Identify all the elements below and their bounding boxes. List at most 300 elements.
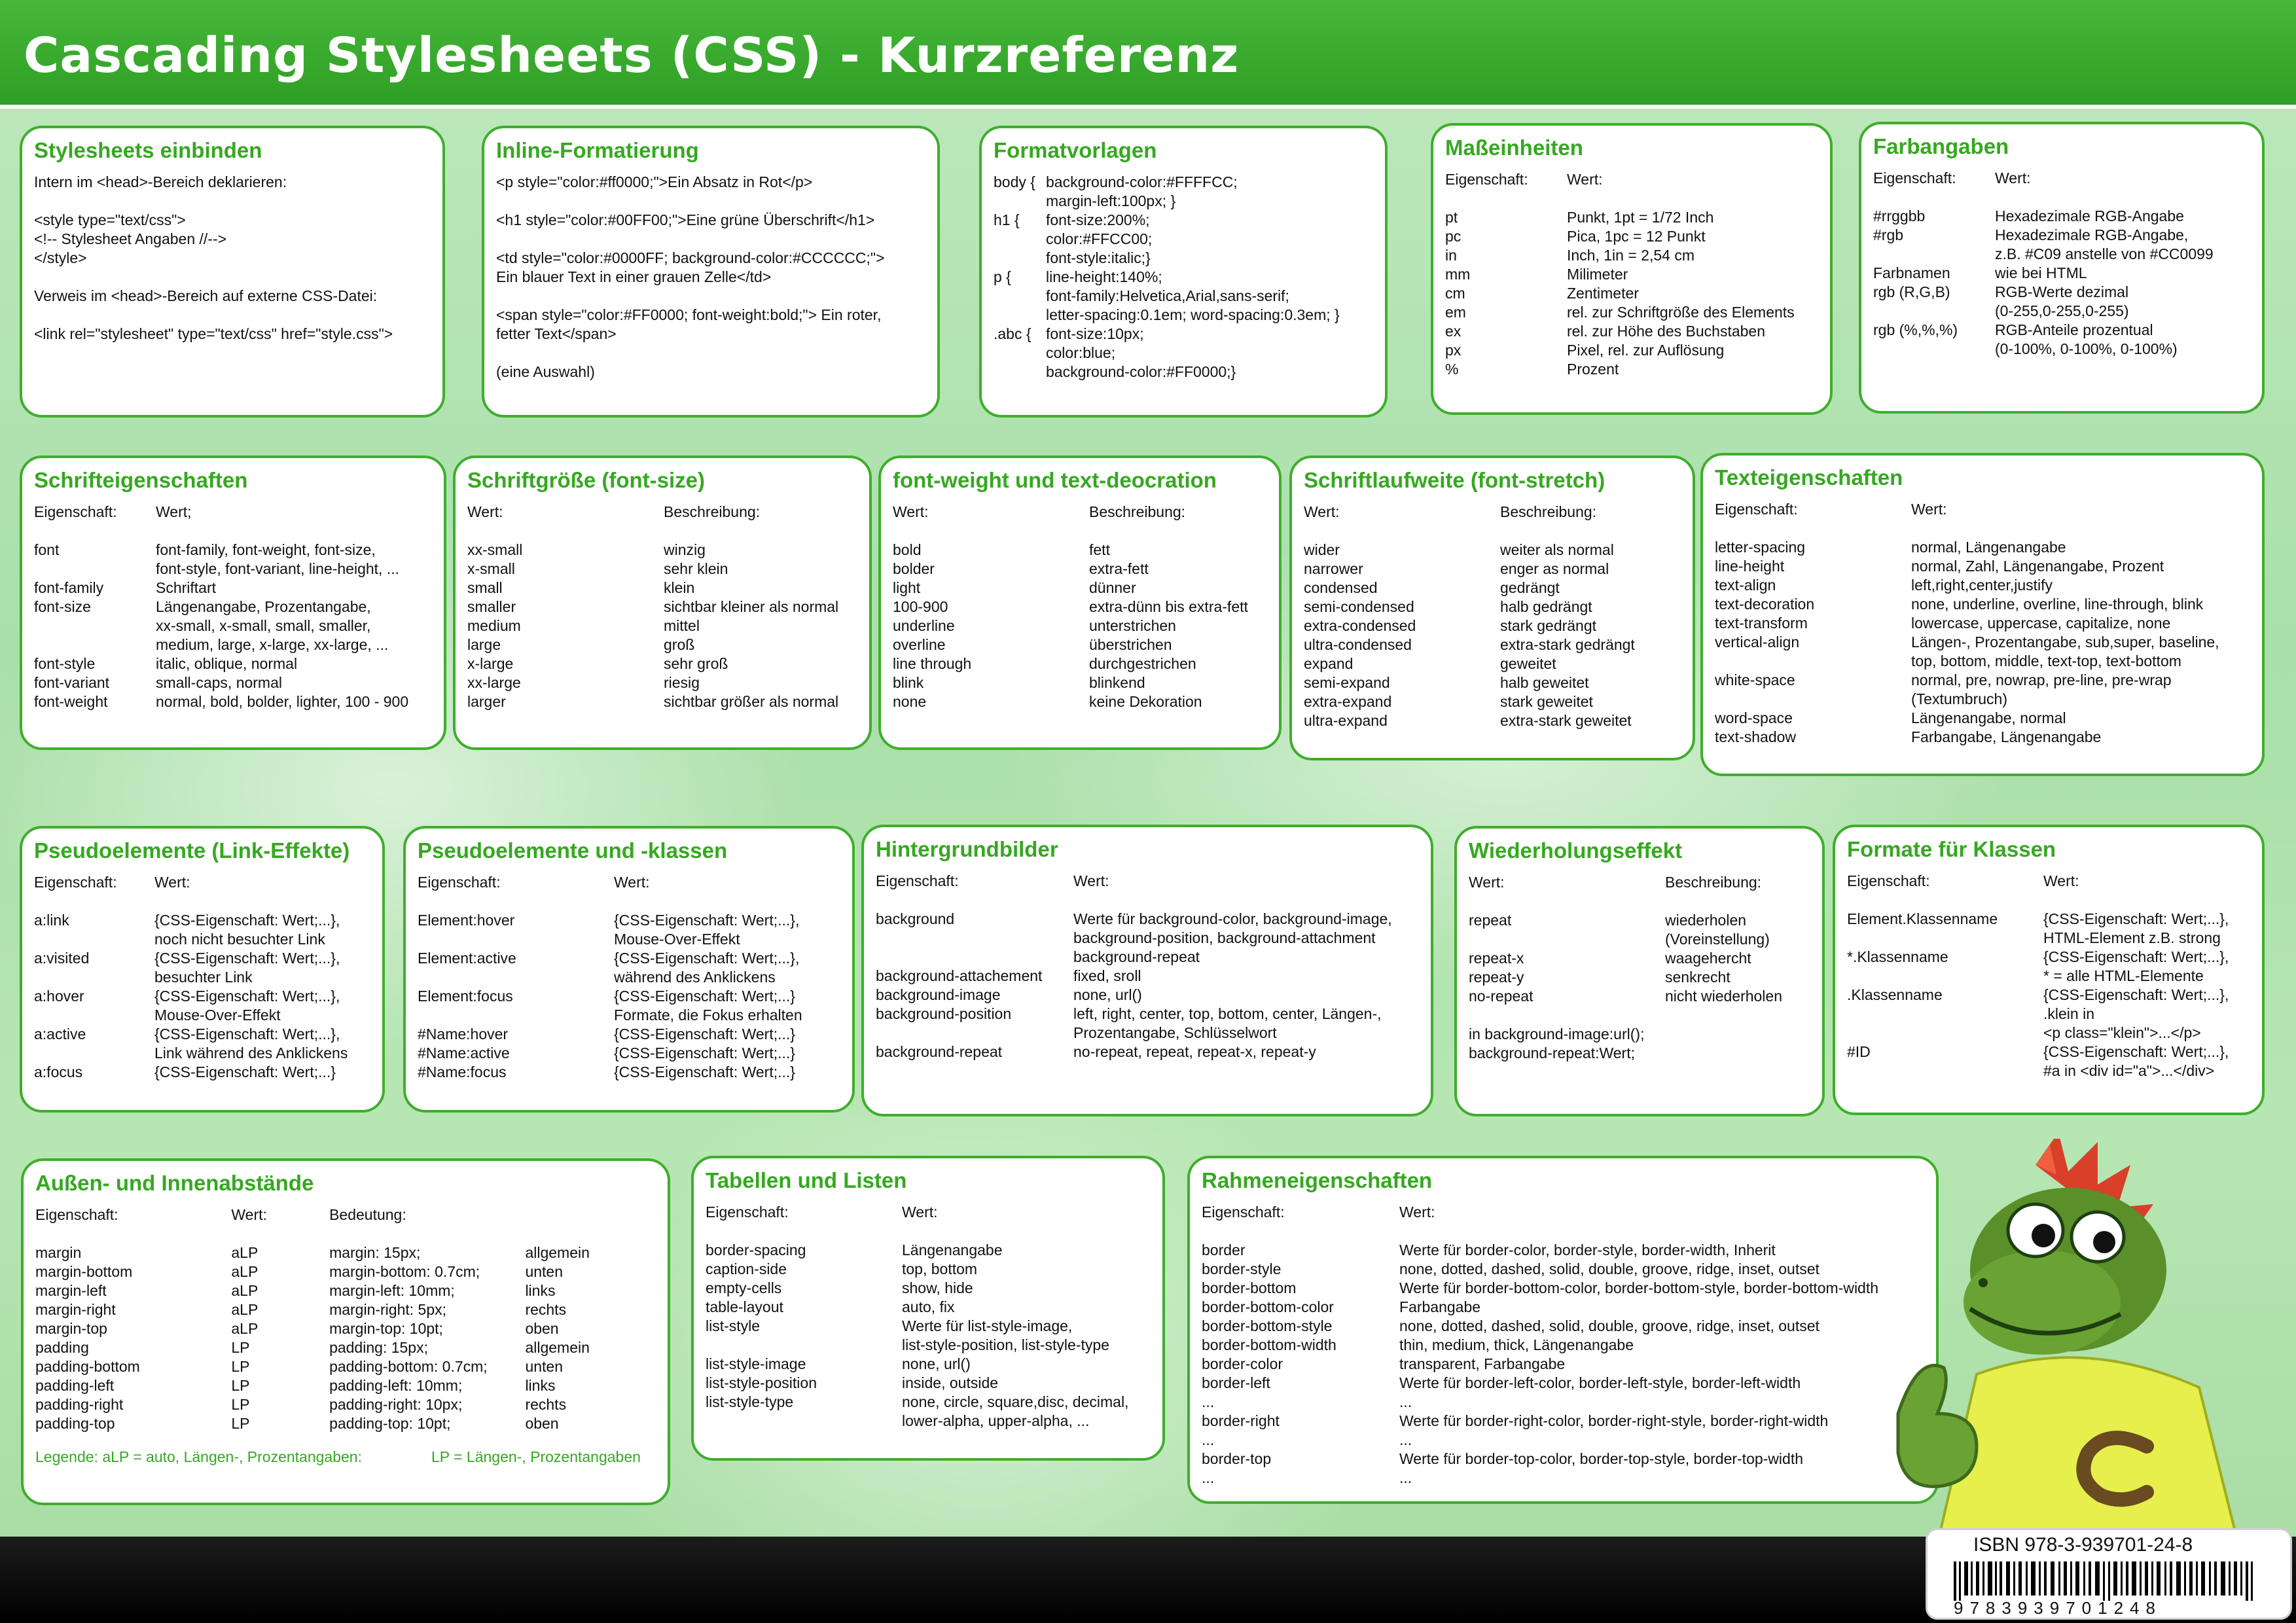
cell: background-position <box>876 1005 1012 1022</box>
cell <box>34 616 156 635</box>
table-row <box>1873 264 2250 283</box>
cell <box>994 230 1046 249</box>
box-farbangaben <box>1859 122 2265 414</box>
cell: Farbangabe <box>1399 1298 1481 1315</box>
table-row <box>994 211 1373 230</box>
table-row <box>1469 911 1810 930</box>
table-row <box>467 673 857 692</box>
box-masseinheiten <box>1431 123 1833 415</box>
table-row <box>1202 1298 1924 1317</box>
cell: LP <box>231 1377 250 1394</box>
cell: a:hover <box>34 988 84 1005</box>
cell: Inch, 1in = 2,54 cm <box>1567 247 1695 264</box>
cell: Farbnamen <box>1873 264 1950 281</box>
table-row <box>1873 207 2250 226</box>
cell: font-size:200%; <box>1046 211 1150 228</box>
cell: Punkt, 1pt = 1/72 Inch <box>1567 209 1714 226</box>
cell: show, hide <box>902 1279 973 1296</box>
table-row <box>34 635 432 654</box>
cell: Längenangabe, normal <box>1911 709 2066 726</box>
cell: Werte für list-style-image, <box>902 1317 1073 1334</box>
cell: .Klassenname <box>1847 986 1943 1003</box>
header-cell: Beschreibung: <box>1089 503 1186 520</box>
cell: border-left <box>1202 1374 1270 1391</box>
table-row <box>1202 1355 1924 1374</box>
cell: Farbangabe, Längenangabe <box>1911 728 2102 745</box>
cell: lowercase, uppercase, capitalize, none <box>1911 615 2171 632</box>
cell <box>34 635 156 654</box>
table-row <box>35 1376 656 1395</box>
cell: padding-right: 10px; <box>329 1396 463 1413</box>
cell: mm <box>1445 266 1471 283</box>
header-cell: Beschreibung: <box>664 503 761 520</box>
table-row <box>994 325 1373 344</box>
cell: aLP <box>231 1263 259 1280</box>
cell: * = alle HTML-Elemente <box>2043 967 2204 984</box>
table-row <box>876 986 1419 1005</box>
table-row <box>35 1357 656 1376</box>
cell: Zentimeter <box>1567 285 1639 302</box>
cell: unterstrichen <box>1089 617 1176 634</box>
cell: sehr groß <box>664 655 728 672</box>
header-cell: Wert: <box>231 1206 267 1223</box>
cell: gedrängt <box>1500 579 1560 596</box>
header-cell <box>525 1205 656 1224</box>
box-title: Formatvorlagen <box>994 138 1157 162</box>
cell: {CSS-Eigenschaft: Wert;...}, <box>2043 910 2229 927</box>
box-rahmeneigenschaften <box>1187 1156 1939 1504</box>
header-cell: Wert: <box>467 503 503 520</box>
cell: repeat-y <box>1469 969 1524 986</box>
cell: a:active <box>34 1026 86 1043</box>
cell: table-layout <box>706 1298 783 1315</box>
table-row <box>994 268 1373 287</box>
box-title: Farbangaben <box>1873 134 2009 158</box>
cell: LP <box>231 1396 250 1413</box>
cell: Werte für background-color, background-image, <box>1073 910 1392 927</box>
table-row <box>1445 208 1818 227</box>
cell: list-style-type <box>706 1393 794 1410</box>
header-cell: Wert: <box>1995 169 2031 187</box>
cell: 100-900 <box>893 598 948 615</box>
cell: background <box>876 910 955 927</box>
cell: body { <box>994 173 1035 190</box>
spacer <box>706 1222 1151 1241</box>
cell: senkrecht <box>1665 969 1731 986</box>
cell: enger as normal <box>1500 560 1609 577</box>
cell: klein <box>664 579 695 596</box>
table-row <box>893 541 1267 560</box>
table-row <box>706 1336 1151 1355</box>
page-title: Cascading Stylesheets (CSS) - Kurzreferenz <box>24 27 1240 84</box>
spacer <box>34 522 432 541</box>
cell: Schriftart <box>156 579 217 596</box>
cell: semi-condensed <box>1304 598 1414 615</box>
table-row <box>35 1338 656 1357</box>
table-row <box>34 987 370 1006</box>
table-row <box>34 930 370 949</box>
box-title: font-weight und text-deocration <box>893 468 1217 492</box>
cell: border-right <box>1202 1412 1280 1429</box>
cell: letter-spacing:0.1em; word-spacing:0.3em; } <box>1046 306 1340 323</box>
table-header <box>706 1203 1151 1222</box>
table-row <box>34 1044 370 1063</box>
cell <box>1847 929 2043 948</box>
cell: a:focus <box>34 1063 83 1080</box>
cell: #rrggbb <box>1873 207 1926 224</box>
cell <box>876 948 1073 967</box>
cell <box>1715 690 1911 709</box>
text-line: <span style="color:#FF0000; font-weight:bold;"> Ein roter, <box>496 306 882 323</box>
table-row <box>1304 579 1681 597</box>
table-row <box>994 287 1373 306</box>
cell: margin: 15px; <box>329 1244 421 1261</box>
table-row <box>34 949 370 968</box>
cell: LP <box>231 1358 250 1375</box>
table-row <box>1873 283 2250 302</box>
cell: ultra-expand <box>1304 712 1388 729</box>
cell: sehr klein <box>664 560 728 577</box>
box-body <box>496 173 925 382</box>
table-row <box>35 1243 656 1262</box>
table-row <box>34 597 432 616</box>
cell: *.Klassenname <box>1847 948 1948 965</box>
table-row <box>467 597 857 616</box>
cell: pc <box>1445 228 1462 245</box>
cell: font-variant <box>34 674 110 691</box>
box-title: Maßeinheiten <box>1445 135 1583 160</box>
table-row <box>34 541 432 560</box>
header-cell: Eigenschaft: <box>706 1204 789 1221</box>
cell <box>876 1024 1073 1043</box>
cell: no-repeat <box>1469 988 1534 1005</box>
table-row <box>1202 1374 1924 1393</box>
cell: noch nicht besuchter Link <box>154 931 325 948</box>
spacer <box>1847 891 2250 910</box>
table-row <box>467 579 857 597</box>
cell: {CSS-Eigenschaft: Wert;...}, <box>2043 948 2229 965</box>
table-row <box>35 1281 656 1300</box>
cell: ... <box>1399 1469 1412 1486</box>
cell <box>1873 302 1995 321</box>
table-row <box>1202 1431 1924 1450</box>
table-row <box>1202 1393 1924 1412</box>
table-row <box>467 541 857 560</box>
cell: wiederholen <box>1665 912 1747 929</box>
table-row <box>1873 302 2250 321</box>
cell: condensed <box>1304 579 1378 596</box>
text-line: </style> <box>34 249 87 266</box>
cell: LP <box>231 1415 250 1432</box>
text-line <box>496 344 925 363</box>
cell: semi-expand <box>1304 674 1390 691</box>
table-row <box>1445 246 1818 265</box>
isbn-text: ISBN 978-3-939701-24-8 <box>1973 1534 2193 1556</box>
cell: Element.Klassenname <box>1847 910 1998 927</box>
cell: list-style-position <box>706 1374 817 1391</box>
cell: background-image <box>876 986 1001 1003</box>
table-row <box>706 1241 1151 1260</box>
table-row <box>1847 967 2250 986</box>
cell: a:link <box>34 912 69 929</box>
cell: {CSS-Eigenschaft: Wert;...}, <box>154 988 340 1005</box>
table-row <box>418 911 840 930</box>
cell: font-size <box>34 598 91 615</box>
table-row <box>1469 987 1810 1006</box>
cell: in <box>1445 247 1457 264</box>
table-row <box>876 929 1419 948</box>
table-row <box>876 1024 1419 1043</box>
box-formatvorlagen <box>979 126 1388 418</box>
table-row <box>418 1025 840 1044</box>
table-row <box>34 579 432 597</box>
table-row <box>1847 1005 2250 1024</box>
cell: Element:hover <box>418 912 515 929</box>
box-title: Pseudoelemente (Link-Effekte) <box>34 838 350 863</box>
cell <box>1847 1005 2043 1024</box>
table-row <box>706 1279 1151 1298</box>
cell: allgemein <box>525 1339 590 1356</box>
cell: Prozentangabe, Schlüsselwort <box>1073 1024 1277 1041</box>
table-row <box>1445 265 1818 284</box>
table-row <box>1304 541 1681 560</box>
cell: expand <box>1304 655 1354 672</box>
box-title: Schriftlaufweite (font-stretch) <box>1304 468 1605 492</box>
table-row <box>893 635 1267 654</box>
table-row <box>706 1393 1151 1412</box>
cell <box>34 930 154 949</box>
table-row <box>1715 595 2250 614</box>
cell: large <box>467 636 501 653</box>
cell: margin-top <box>35 1320 107 1337</box>
cell: padding-top: 10pt; <box>329 1415 451 1432</box>
cell: aLP <box>231 1320 259 1337</box>
table-row <box>418 987 840 1006</box>
table-row <box>467 635 857 654</box>
cell: <p class="klein">...</p> <box>2043 1024 2201 1041</box>
cell: thin, medium, thick, Längenangabe <box>1399 1336 1634 1353</box>
spacer <box>34 892 370 911</box>
cell: word-space <box>1715 709 1793 726</box>
cell: a:visited <box>34 950 90 967</box>
box-title: Tabellen und Listen <box>706 1168 907 1192</box>
table-row <box>34 654 432 673</box>
cell: smaller <box>467 598 516 615</box>
cell: {CSS-Eigenschaft: Wert;...} <box>614 988 795 1005</box>
cell: left,right,center,justify <box>1911 577 2053 594</box>
cell: ... <box>1202 1469 1215 1486</box>
cell: {CSS-Eigenschaft: Wert;...}, <box>614 912 800 929</box>
legend-alp: Legende: aLP = auto, Längen-, Prozentangaben: <box>35 1448 362 1465</box>
barcode-digits: 9783939701248 <box>1954 1598 2162 1618</box>
cell: Längen-, Prozentangabe, sub,super, baseline, <box>1911 633 2219 651</box>
cell: Pixel, rel. zur Auflösung <box>1567 342 1725 359</box>
box-schriftgroesse <box>453 455 872 750</box>
cell: font-style, font-variant, line-height, ... <box>156 560 400 577</box>
cell: border-top <box>1202 1450 1272 1467</box>
header-cell: Wert: <box>902 1204 938 1221</box>
header-cell: Eigenschaft: <box>35 1206 118 1223</box>
cell: color:blue; <box>1046 344 1116 361</box>
table-row <box>1715 633 2250 652</box>
cell: padding-bottom: 0.7cm; <box>329 1358 488 1375</box>
cell: Element:focus <box>418 988 513 1005</box>
text-line: fetter Text</span> <box>496 325 617 342</box>
cell: Prozent <box>1567 361 1619 378</box>
table-header <box>1445 170 1818 189</box>
cell: font-size:10px; <box>1046 325 1144 342</box>
cell: Milimeter <box>1567 266 1628 283</box>
cell: margin-bottom <box>35 1263 133 1280</box>
header-cell: Eigenschaft: <box>1847 872 1930 889</box>
table-row <box>35 1300 656 1319</box>
cell: weiter als normal <box>1500 541 1614 558</box>
cell: ultra-condensed <box>1304 636 1412 653</box>
cell: Werte für border-top-color, border-top-style, border-top-width <box>1399 1450 1804 1467</box>
cell: list-style-position, list-style-type <box>902 1336 1109 1353</box>
cell: extra-expand <box>1304 693 1392 710</box>
cell: bold <box>893 541 922 558</box>
cell: rel. zur Höhe des Buchstaben <box>1567 323 1766 340</box>
table-row <box>1445 284 1818 303</box>
cell: none, url() <box>1073 986 1142 1003</box>
cell: extra-fett <box>1089 560 1149 577</box>
cell <box>1847 967 2043 986</box>
cell: em <box>1445 304 1466 321</box>
header-cell: Eigenschaft: <box>1873 169 1956 187</box>
cell: oben <box>525 1415 559 1432</box>
cell: repeat <box>1469 912 1512 929</box>
cell: list-style <box>706 1317 761 1334</box>
cell: ... <box>1399 1393 1412 1410</box>
table-header <box>1715 500 2250 519</box>
table-row <box>34 692 432 711</box>
table-row <box>34 673 432 692</box>
cell <box>994 344 1046 363</box>
table-header <box>34 873 370 892</box>
text-line: Intern im <head>-Bereich deklarieren: <box>34 173 287 190</box>
cell: fett <box>1089 541 1110 558</box>
header-cell: Wert: <box>1911 501 1947 518</box>
table-row <box>1304 616 1681 635</box>
cell <box>994 306 1046 325</box>
box-title: Rahmeneigenschaften <box>1202 1168 1433 1192</box>
header-cell: Eigenschaft: <box>418 874 501 891</box>
cell: links <box>525 1377 556 1394</box>
table-row <box>34 560 432 579</box>
cell: margin-right <box>35 1301 116 1318</box>
cell: (Textumbruch) <box>1911 690 2007 707</box>
cell: blink <box>893 674 924 691</box>
table-row <box>1715 728 2250 747</box>
table-row <box>35 1414 656 1433</box>
table-row <box>467 692 857 711</box>
cell: ex <box>1445 323 1462 340</box>
cell: dünner <box>1089 579 1136 596</box>
table-row <box>706 1355 1151 1374</box>
box-inline-formatierung <box>482 126 940 418</box>
box-formate-klassen <box>1833 825 2265 1115</box>
table-row <box>893 616 1267 635</box>
table-row <box>35 1319 656 1338</box>
header-cell: Wert: <box>1304 503 1340 520</box>
table-row <box>706 1412 1151 1431</box>
table-row <box>1715 690 2250 709</box>
table-row <box>1847 1043 2250 1061</box>
cell: (0-100%, 0-100%, 0-100%) <box>1995 340 2178 357</box>
cell: ... <box>1399 1431 1412 1448</box>
cell: no-repeat, repeat, repeat-x, repeat-y <box>1073 1043 1316 1060</box>
cell: margin-left:100px; } <box>1046 192 1176 209</box>
table-row <box>994 363 1373 382</box>
table-row <box>994 249 1373 268</box>
box-title: Hintergrundbilder <box>876 837 1058 861</box>
table-row <box>467 654 857 673</box>
header-cell: Eigenschaft: <box>876 872 959 889</box>
cell: border-spacing <box>706 1241 806 1258</box>
header-bar <box>0 0 2296 109</box>
cell: HTML-Element z.B. strong <box>2043 929 2221 946</box>
isbn-label <box>1926 1528 2292 1620</box>
cell: {CSS-Eigenschaft: Wert;...}, <box>154 950 340 967</box>
cell: padding-bottom <box>35 1358 140 1375</box>
cell: #ID <box>1847 1043 1871 1060</box>
text-line <box>496 192 925 211</box>
cell: xx-large <box>467 674 521 691</box>
table-row <box>35 1262 656 1281</box>
footer-line: background-repeat:Wert; <box>1469 1044 1635 1061</box>
cell: caption-side <box>706 1260 787 1277</box>
cell: background-position, background-attachment <box>1073 929 1376 946</box>
table-row <box>34 1063 370 1082</box>
box-title: Außen- und Innenabstände <box>35 1171 314 1195</box>
table-row <box>1202 1450 1924 1469</box>
cell: #Name:active <box>418 1044 510 1061</box>
cell: white-space <box>1715 671 1795 688</box>
header-cell: Wert: <box>1469 874 1505 891</box>
cell: none, circle, square,disc, decimal, <box>902 1393 1129 1410</box>
cell: narrower <box>1304 560 1363 577</box>
cell: {CSS-Eigenschaft: Wert;...}, <box>154 912 340 929</box>
cell: border <box>1202 1241 1246 1258</box>
cell: % <box>1445 361 1459 378</box>
cell: keine Dekoration <box>1089 693 1202 710</box>
header-cell: Wert: <box>1399 1204 1435 1221</box>
table-row <box>706 1317 1151 1336</box>
cell: xx-small, x-small, small, smaller, <box>156 617 371 634</box>
cell: fixed, sroll <box>1073 967 1141 984</box>
cell: font-family:Helvetica,Arial,sans-serif; <box>1046 287 1289 304</box>
cell: z.B. #C09 anstelle von #CC0099 <box>1995 245 2214 262</box>
cell: top, bottom, middle, text-top, text-bottom <box>1911 652 2181 669</box>
cell: auto, fix <box>902 1298 955 1315</box>
cell: font-family <box>34 579 104 596</box>
cell: border-bottom-width <box>1202 1336 1336 1353</box>
cell: aLP <box>231 1301 259 1318</box>
box-title: Formate für Klassen <box>1847 837 2056 861</box>
text-line: <!-- Stylesheet Angaben //--> <box>34 230 227 247</box>
table-row <box>34 1025 370 1044</box>
header-cell: Eigenschaft: <box>34 503 117 520</box>
cell: extra-stark gedrängt <box>1500 636 1635 653</box>
cell <box>1873 340 1995 359</box>
table-row <box>467 616 857 635</box>
cell: blinkend <box>1089 674 1145 691</box>
table-row <box>418 949 840 968</box>
cell: Längenangabe, Prozentangabe, <box>156 598 371 615</box>
header-cell: Wert: <box>1073 872 1109 889</box>
cell: margin-left: 10mm; <box>329 1282 455 1299</box>
